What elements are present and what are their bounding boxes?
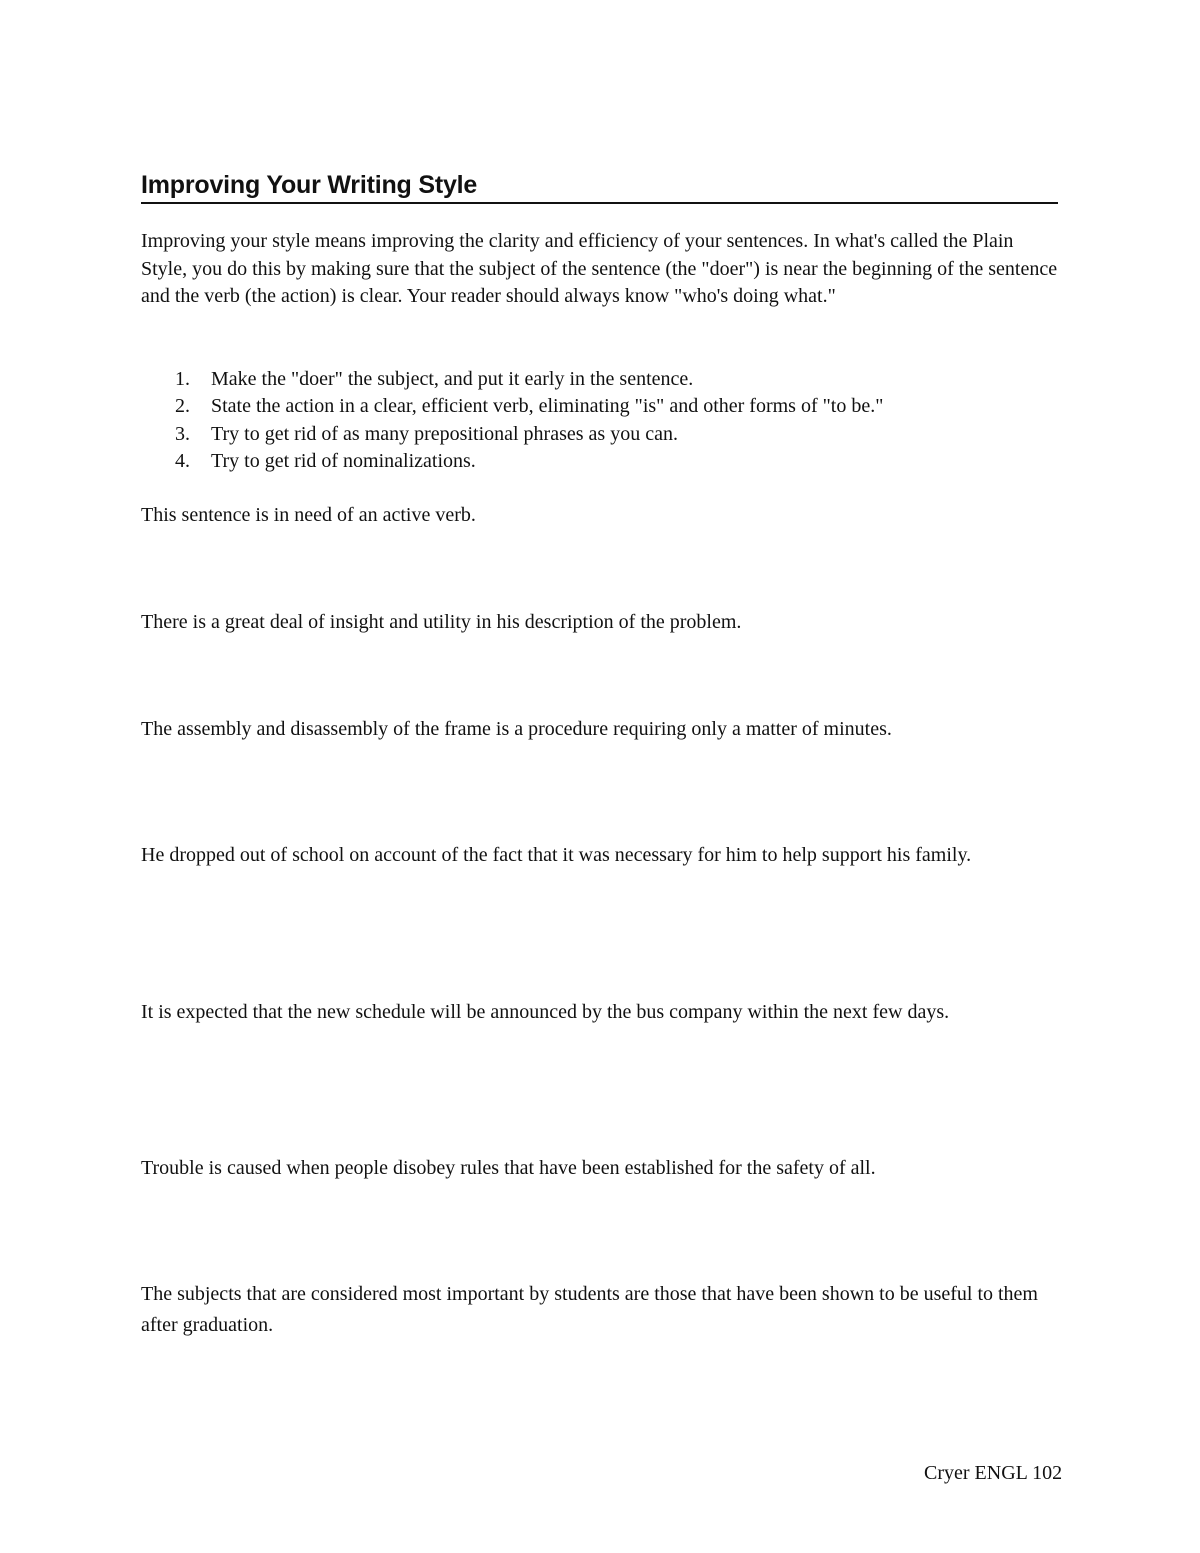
- list-item-text: Try to get rid of as many prepositional phrases as you can.: [211, 422, 678, 445]
- exercise-sentence: Trouble is caused when people disobey rules that have been established for the safety of all.: [141, 1157, 876, 1179]
- exercise-sentence: This sentence is in need of an active verb.: [141, 504, 476, 526]
- list-item: [141, 393, 1058, 420]
- intro-paragraph: Improving your style means improving the clarity and efficiency of your sentences. In what's called the Plain Style, you do this by making sure that the subject of the sentence (the "doer") is near the beginning of the sentence and the verb (the action) is clear. Your reader should always know "who's doing what.": [141, 230, 1058, 307]
- list-item-text: Make the "doer" the subject, and put it early in the sentence.: [211, 368, 694, 390]
- exercise-sentence: There is a great deal of insight and utility in his description of the problem.: [141, 611, 742, 633]
- list-item: [141, 421, 1058, 448]
- exercise-sentence: It is expected that the new schedule will be announced by the bus company within the next few days.: [141, 1001, 950, 1023]
- list-item: [141, 366, 1058, 393]
- list-item-text: State the action in a clear, efficient verb, eliminating "is" and other forms of "to be.": [211, 395, 884, 418]
- page-title: Improving Your Writing Style: [141, 171, 478, 199]
- exercise-sentence: He dropped out of school on account of the fact that it was necessary for him to help support his family.: [141, 844, 972, 866]
- footer-course-label: Cryer ENGL 102: [924, 1462, 1063, 1484]
- exercise-sentence: The assembly and disassembly of the frame is a procedure requiring only a matter of minutes.: [141, 718, 892, 740]
- exercise-sentence: The subjects that are considered most important by students are those that have been shown to be useful to them after graduation.: [141, 1283, 1038, 1336]
- title-underline: [141, 202, 1058, 204]
- list-item-text: Try to get rid of nominalizations.: [211, 449, 476, 472]
- style-rules-list: [141, 366, 1058, 475]
- list-item-number: 1.: [175, 368, 190, 390]
- list-item-number: 3.: [175, 422, 190, 445]
- list-item: [141, 448, 1058, 475]
- list-item-number: 4.: [175, 449, 190, 472]
- list-item-number: 2.: [175, 395, 190, 418]
